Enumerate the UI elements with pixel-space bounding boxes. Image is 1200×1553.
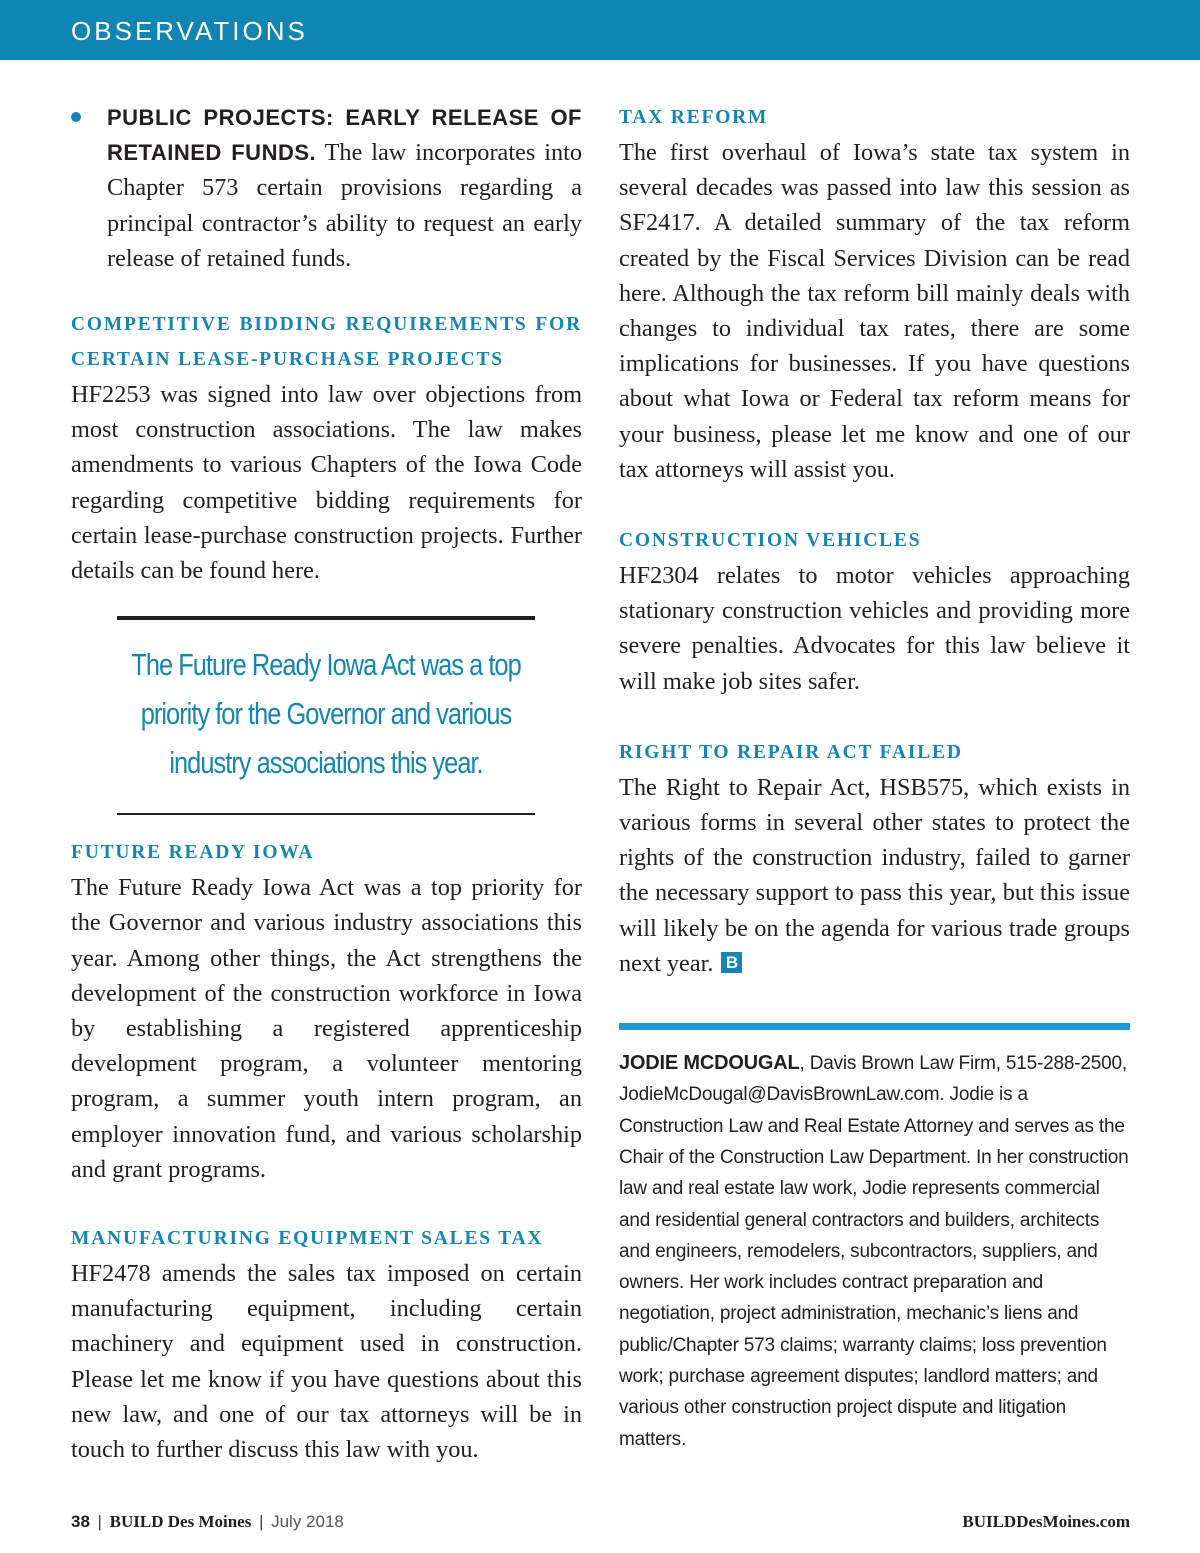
footer-separator: | [97,1512,102,1531]
heading-tax-reform: TAX REFORM [619,107,769,128]
website-link[interactable]: BUILDDesMoines.com [962,1512,1130,1531]
author-name: JODIE MCDOUGAL [619,1052,800,1075]
heading-construction-vehicles: CONSTRUCTION VEHICLES [619,530,922,552]
body-future-ready-iowa: The Future Ready Iowa Act was a top priority for the Governor and various industry associations this year. Among other things, the Act strengthens the development of the construction workforce in Iowa by establishing a registered apprenticeship development program, a volunteer mentoring program, a summer youth intern program, an employer innovation fund, and various scholarship and grant programs. [71,874,582,1183]
body-construction-vehicles: HF2304 relates to motor vehicles approaching stationary construction vehicles and providing more severe penalties. Advocates for this law believe it will make job sites safer. [619,562,1130,695]
body-competitive-bidding: HF2253 was signed into law over objections from most construction associations. The law makes amendments to various Chapters of the Iowa Code regarding competitive bidding requirements for certain lease-purchase construction projects. Further details can be found here. [71,381,582,585]
bullet-item [71,100,582,276]
pull-quote-text: The Future Ready Iowa Act was a top priority for the Governor and various industry associations this year. [131,647,521,781]
body-tax-reform: The first overhaul of Iowa’s state tax system in several decades was passed into law this session as SF2417. A detailed summary of the tax reform created by the Fiscal Services Division can be read here. Although the tax reform bill mainly deals with changes to individual tax rates, there are some implications for businesses. If you have questions about what Iowa or Federal tax reform means for your business, please let me know and one of our tax attorneys will assist you. [619,139,1130,483]
section-label: OBSERVATIONS [71,16,308,46]
footer-separator: | [259,1512,264,1531]
right-column [619,100,1130,1455]
heading-right-to-repair: RIGHT TO REPAIR ACT FAILED [619,741,963,763]
author-bio [619,1048,1130,1455]
issue-date: July 2018 [271,1512,344,1531]
bio-divider [619,1023,1130,1030]
page-footer [71,1510,1130,1534]
publication-name: BUILD Des Moines [109,1512,252,1531]
heading-future-ready-iowa: FUTURE READY IOWA [71,842,315,864]
left-column [71,100,582,1467]
heading-competitive-bidding: COMPETITIVE BIDDING REQUIREMENTS FOR CERTAIN LEASE-PURCHASE PROJECTS [71,314,582,371]
bullet-text: The law incorporates into Chapter 573 certain provisions regarding a principal contractor’s ability to request an early release of retained funds. [107,139,582,272]
pull-quote [117,616,535,815]
body-manufacturing-equipment: HF2478 amends the sales tax imposed on certain manufacturing equipment, including certain machinery and equipment used in construction. Please let me know if you have questions about this new law, and one of our tax attorneys will be in touch to further discuss this law with you. [71,1260,582,1464]
bullet-lead: PUBLIC PROJECTS: EARLY RELEASE OF RETAINED FUNDS. [107,105,582,166]
end-mark-icon: B [721,952,742,973]
body-right-to-repair: The Right to Repair Act, HSB575, which exists in various forms in several other states to protect the rights of the construction industry, failed to garner the necessary support to pass this year, but this issue will likely be on the agenda for various trade groups next year. B [619,773,1130,977]
page-number: 38 [71,1512,90,1531]
bullet-dot-icon [71,112,81,122]
heading-manufacturing-equipment: MANUFACTURING EQUIPMENT SALES TAX [71,1228,544,1250]
section-header-bar [0,0,1200,60]
author-bio-text: , Davis Brown Law Firm, 515-288-2500, JodieMcDougal@DavisBrownLaw.com. Jodie is a Construction Law and Real Estate Attorney and serves as the Chair of the Construction Law Department. In her construction law and real estate law work, Jodie represents commercial and residential general contractors and builders, architects and engineers, remodelers, subcontractors, suppliers, and owners. Her work includes contract preparation and negotiation, project administration, mechanic’s liens and public/Chapter 573 claims; warranty claims; loss prevention work; purchase agreement disputes; landlord matters; and various other construction project dispute and litigation matters. [619,1053,1129,1450]
